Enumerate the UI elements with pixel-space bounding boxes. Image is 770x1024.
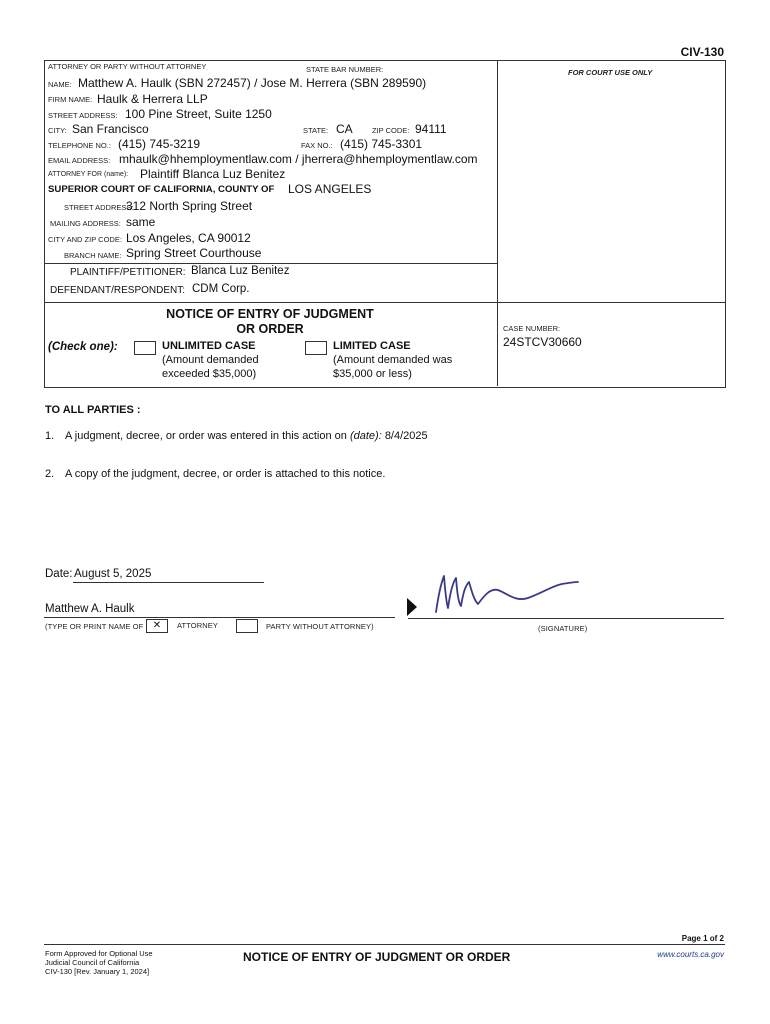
handwritten-signature[interactable] xyxy=(428,568,584,618)
party-without-attorney-checkbox[interactable] xyxy=(236,619,258,633)
attorney-for-field[interactable]: Plaintiff Blanca Luz Benitez xyxy=(140,167,286,181)
zip-field[interactable]: 94111 xyxy=(415,122,447,136)
item1-date-field[interactable]: 8/4/2025 xyxy=(384,430,428,442)
unlimited-case-checkbox[interactable] xyxy=(134,341,156,355)
plaintiff-label: PLAINTIFF/PETITIONER: xyxy=(70,267,186,278)
footer-approval-line: Form Approved for Optional Use xyxy=(45,949,153,958)
footer-council-line: Judicial Council of California xyxy=(45,958,140,967)
limited-case-line1: (Amount demanded was xyxy=(333,354,453,366)
mailing-field[interactable]: same xyxy=(126,215,156,229)
signature-date-field[interactable]: August 5, 2025 xyxy=(74,568,152,580)
state-label: STATE: xyxy=(303,126,329,135)
unlimited-case-line1: (Amount demanded xyxy=(162,354,259,366)
attorney-for-label: ATTORNEY FOR (name): xyxy=(48,171,129,178)
unlimited-case-line2: exceeded $35,000) xyxy=(162,368,257,380)
attorney-header-label: ATTORNEY OR PARTY WITHOUT ATTORNEY xyxy=(48,62,207,71)
telephone-label: TELEPHONE NO.: xyxy=(48,141,111,150)
street-label: STREET ADDRESS: xyxy=(48,111,118,120)
court-website-link[interactable]: www.courts.ca.gov xyxy=(657,950,724,959)
type-print-label: (TYPE OR PRINT NAME OF xyxy=(45,622,144,631)
footer-revision-line: CIV-130 [Rev. January 1, 2024] xyxy=(45,967,150,976)
court-bottom-rule xyxy=(44,263,497,264)
limited-case-title: LIMITED CASE xyxy=(333,340,411,352)
footer-rule xyxy=(44,944,725,945)
printed-name-field[interactable]: Matthew A. Haulk xyxy=(45,603,135,615)
form-id: CIV-130 xyxy=(680,45,724,59)
zip-label: ZIP CODE: xyxy=(372,126,410,135)
limited-case-line2: $35,000 or less) xyxy=(333,368,412,380)
state-bar-label: STATE BAR NUMBER: xyxy=(306,65,384,74)
defendant-label: DEFENDANT/RESPONDENT: xyxy=(50,285,186,296)
city-zip-label: CITY AND ZIP CODE: xyxy=(48,235,122,244)
to-all-parties-heading: TO ALL PARTIES : xyxy=(45,404,141,416)
footer-left xyxy=(45,949,153,976)
page-number: Page 1 of 2 xyxy=(681,934,724,943)
telephone-field[interactable]: (415) 745-3219 xyxy=(118,137,201,151)
branch-field[interactable]: Spring Street Courthouse xyxy=(126,246,262,260)
state-field[interactable]: CA xyxy=(336,122,353,136)
party-without-attorney-label: PARTY WITHOUT ATTORNEY) xyxy=(266,622,374,631)
footer-title: NOTICE OF ENTRY OF JUDGMENT OR ORDER xyxy=(243,950,511,964)
limited-case-checkbox[interactable] xyxy=(305,341,327,355)
parties-bottom-rule xyxy=(44,302,725,303)
item1-text: A judgment, decree, or order was entered in this action on xyxy=(65,430,347,442)
signature-arrow-icon xyxy=(405,597,419,617)
firm-name-field[interactable]: Haulk & Herrera LLP xyxy=(97,92,208,106)
notice-title-line1: NOTICE OF ENTRY OF JUDGMENT xyxy=(166,307,374,321)
item2-text: A copy of the judgment, decree, or order is attached to this notice. xyxy=(65,468,386,480)
fax-label: FAX NO.: xyxy=(301,141,333,150)
case-number-label: CASE NUMBER: xyxy=(503,324,561,333)
date-underline xyxy=(73,582,264,583)
email-label: EMAIL ADDRESS: xyxy=(48,156,111,165)
attorney-name-field[interactable]: Matthew A. Haulk (SBN 272457) / Jose M. Herrera (SBN 289590) xyxy=(78,76,427,90)
court-heading: SUPERIOR COURT OF CALIFORNIA, COUNTY OF xyxy=(48,184,275,195)
name-label: NAME: xyxy=(48,80,72,89)
notice-title-line2: OR ORDER xyxy=(236,322,304,336)
printed-name-underline xyxy=(44,617,395,618)
check-one-label: (Check one): xyxy=(48,341,118,353)
court-street-label: STREET ADDRESS: xyxy=(64,203,134,212)
court-use-divider xyxy=(497,60,498,386)
signature-line xyxy=(408,618,724,619)
signature-label: (SIGNATURE) xyxy=(538,624,588,633)
item1-number: 1. xyxy=(45,430,55,442)
court-use-label: FOR COURT USE ONLY xyxy=(568,68,653,77)
city-field[interactable]: San Francisco xyxy=(72,122,149,136)
case-number-field[interactable]: 24STCV30660 xyxy=(503,335,582,349)
county-field[interactable]: LOS ANGELES xyxy=(288,182,372,196)
street-address-field[interactable]: 100 Pine Street, Suite 1250 xyxy=(125,107,272,121)
court-street-field[interactable]: 312 North Spring Street xyxy=(126,199,253,213)
attorney-label: ATTORNEY xyxy=(177,621,218,630)
item1-date-label: (date): xyxy=(349,430,382,442)
fax-field[interactable]: (415) 745-3301 xyxy=(340,137,423,151)
mailing-label: MAILING ADDRESS: xyxy=(50,219,121,228)
branch-label: BRANCH NAME: xyxy=(64,251,122,260)
email-field[interactable]: mhaulk@hhemploymentlaw.com / jherrera@hhemploymentlaw.com xyxy=(119,152,478,166)
attorney-checkbox[interactable]: ✕ xyxy=(146,619,168,633)
firm-label: FIRM NAME: xyxy=(48,95,93,104)
item1 xyxy=(65,430,428,442)
date-label: Date: xyxy=(45,568,73,580)
city-zip-field[interactable]: Los Angeles, CA 90012 xyxy=(126,231,251,245)
defendant-field[interactable]: CDM Corp. xyxy=(192,283,250,295)
plaintiff-field[interactable]: Blanca Luz Benitez xyxy=(191,265,290,277)
unlimited-case-title: UNLIMITED CASE xyxy=(162,340,256,352)
item2-number: 2. xyxy=(45,468,55,480)
city-label: CITY: xyxy=(48,126,67,135)
